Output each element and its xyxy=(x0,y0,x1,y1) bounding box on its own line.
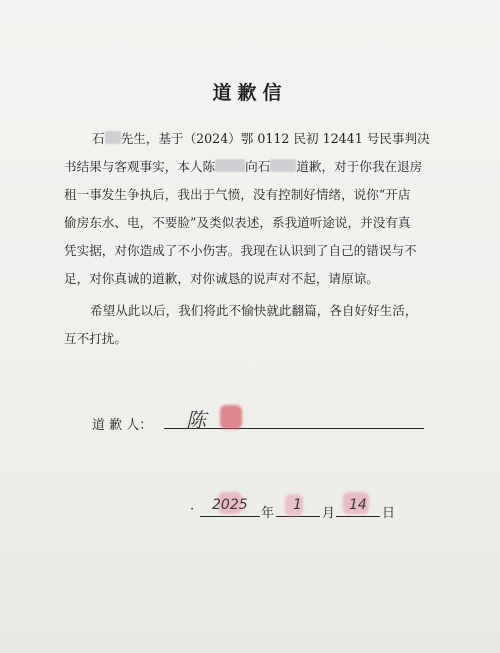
handwritten-day: 14 xyxy=(349,497,367,513)
handwritten-signature: 陈 xyxy=(186,408,206,432)
date-dot: · xyxy=(190,502,195,517)
body-line-1 xyxy=(92,128,430,147)
body-line-7: 希望从此以后，我们将此不愉快就此翻篇，各自好好生活， xyxy=(90,303,418,318)
letter-title: 道歉信 xyxy=(212,82,288,104)
text-fragment: 石 xyxy=(92,131,105,146)
year-label: 年 xyxy=(261,506,275,521)
body-line-8: 互不打扰。 xyxy=(64,331,127,346)
handwritten-year: 2025 xyxy=(212,497,248,513)
text-fragment: 道歉，对于你我在退房 xyxy=(296,159,423,174)
signer-label: 道 歉 人： xyxy=(92,418,153,433)
body-line-6: 足，对你真诚的道歉，对你诚恳的说声对不起，请原谅。 xyxy=(64,271,379,286)
body-line-4: 偷房东水、电，不要脸”及类似表述，系我道听途说，并没有真 xyxy=(64,215,411,230)
month-label: 月 xyxy=(322,506,336,521)
redaction-block xyxy=(215,159,245,172)
handwritten-month: 1 xyxy=(293,497,302,513)
redaction-block xyxy=(270,159,296,172)
body-line-3: 租一事发生争执后，我出于气愤，没有控制好情绪，说你“开店 xyxy=(64,187,411,202)
body-line-5: 凭实据，对你造成了不小伤害。我现在认识到了自己的错误与不 xyxy=(64,243,417,258)
day-label: 日 xyxy=(382,506,396,521)
text-fragment: 书结果与客观事实，本人陈 xyxy=(64,159,216,174)
day-underline xyxy=(336,516,380,517)
text-fragment: 向石 xyxy=(245,159,271,174)
redaction-block xyxy=(105,131,121,144)
body-line-2 xyxy=(64,156,422,175)
signature-redaction xyxy=(220,405,242,429)
year-underline xyxy=(200,516,260,517)
text-fragment: 先生，基于（2024）鄂 0112 民初 12441 号民事判决 xyxy=(120,131,430,146)
month-underline xyxy=(276,516,320,517)
